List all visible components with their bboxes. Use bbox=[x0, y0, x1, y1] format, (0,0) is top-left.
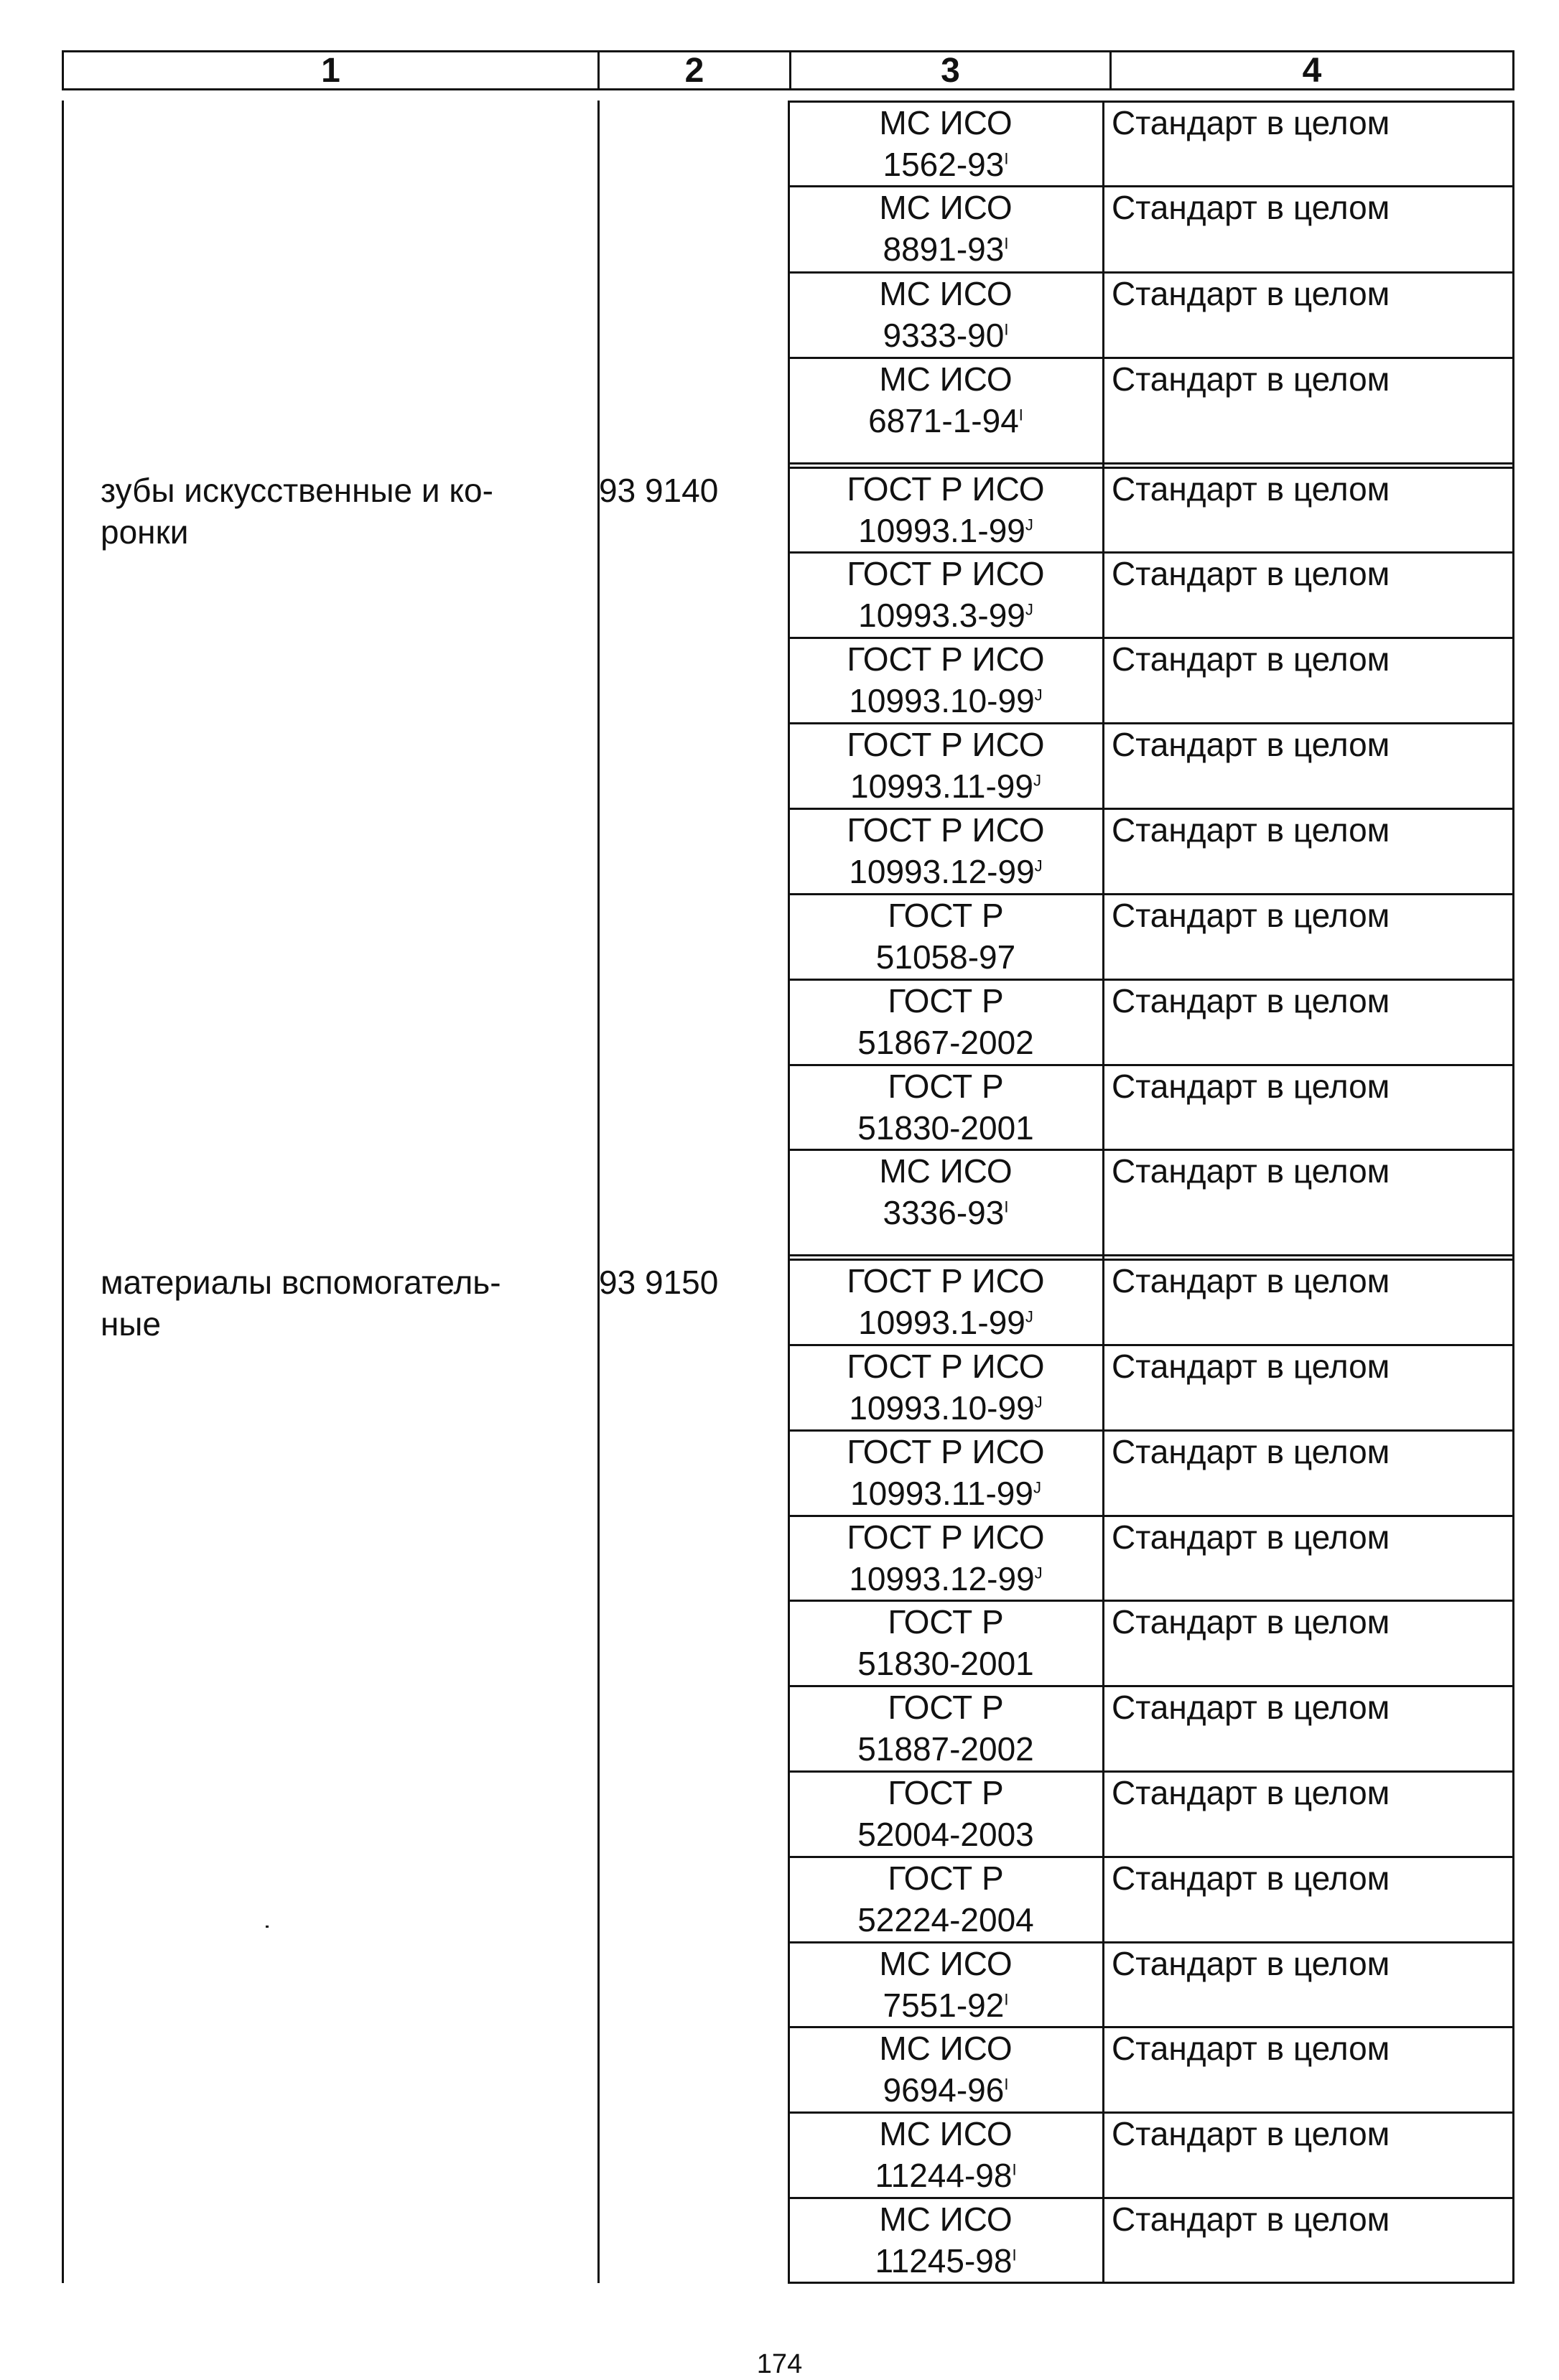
standard-scope: Стандарт в целом bbox=[1112, 2030, 1390, 2067]
standard-designation bbox=[788, 1516, 1104, 1600]
standard-number-line bbox=[788, 228, 1104, 270]
standard-designation bbox=[788, 2198, 1104, 2282]
row-divider bbox=[788, 1064, 1514, 1066]
standard-designation-line: ГОСТ Р ИСО bbox=[847, 555, 1045, 592]
row-divider bbox=[788, 185, 1514, 187]
footnote-mark: J bbox=[1033, 1478, 1041, 1497]
standard-designation bbox=[788, 980, 1104, 1063]
standard-scope: Стандарт в целом bbox=[1112, 1689, 1390, 1726]
standard-scope: Стандарт в целом bbox=[1112, 2115, 1390, 2152]
standard-number-line bbox=[788, 1558, 1104, 1600]
standard-number: 1562-93 bbox=[883, 146, 1005, 183]
standard-designation bbox=[788, 1345, 1104, 1429]
row-divider bbox=[788, 1344, 1514, 1346]
standard-scope: Стандарт в целом bbox=[1112, 982, 1390, 1019]
standard-designation-line: ГОСТ Р ИСО bbox=[847, 640, 1045, 678]
standard-designation bbox=[788, 1772, 1104, 1855]
row-divider bbox=[788, 2197, 1514, 2199]
standard-number-line bbox=[788, 1984, 1104, 2026]
standard-designation-line: ГОСТ Р bbox=[888, 1068, 1004, 1105]
row-divider bbox=[788, 467, 1514, 469]
standard-scope: Стандарт в целом bbox=[1112, 1774, 1390, 1811]
standard-scope: Стандарт в целом bbox=[1112, 1262, 1390, 1299]
standard-number: 51058-97 bbox=[875, 938, 1016, 976]
standard-number-line bbox=[788, 594, 1104, 636]
standard-designation-line: ГОСТ Р ИСО bbox=[847, 811, 1045, 849]
standard-number: 6871-1-94 bbox=[868, 402, 1019, 439]
standard-designation-line: МС ИСО bbox=[879, 1152, 1013, 1190]
footnote-mark: I bbox=[1004, 320, 1009, 339]
row-divider bbox=[788, 979, 1514, 981]
standard-scope: Стандарт в целом bbox=[1112, 470, 1390, 508]
standard-number-line bbox=[788, 851, 1104, 892]
standard-number: 10993.1-99 bbox=[858, 512, 1025, 549]
standard-designation-line: ГОСТ Р bbox=[888, 1603, 1004, 1641]
standard-designation-line: ГОСТ Р ИСО bbox=[847, 1433, 1045, 1470]
row-divider bbox=[788, 1429, 1514, 1432]
standard-designation bbox=[788, 895, 1104, 978]
row-divider bbox=[788, 1941, 1514, 1943]
standard-number: 10993.10-99 bbox=[849, 1389, 1035, 1427]
standard-designation bbox=[788, 553, 1104, 636]
standard-number-line bbox=[788, 1192, 1104, 1233]
standard-scope: Стандарт в целом bbox=[1112, 1859, 1390, 1897]
standard-scope: Стандарт в целом bbox=[1112, 275, 1390, 312]
row-divider bbox=[788, 1856, 1514, 1858]
standard-scope: Стандарт в целом bbox=[1112, 1068, 1390, 1105]
row-divider bbox=[788, 893, 1514, 895]
standard-number: 10993.10-99 bbox=[849, 682, 1035, 719]
standard-designation-line: МС ИСО bbox=[879, 189, 1013, 226]
standard-designation-line: МС ИСО bbox=[879, 2030, 1013, 2067]
footnote-mark: I bbox=[1004, 1198, 1009, 1216]
group-name-line: материалы вспомогатель- bbox=[101, 1264, 501, 1301]
standard-number-line bbox=[788, 1814, 1104, 1855]
standard-number-line bbox=[788, 1387, 1104, 1429]
row-divider bbox=[788, 101, 1514, 103]
footnote-mark: J bbox=[1025, 515, 1033, 534]
standard-designation bbox=[788, 1150, 1104, 1233]
page-number: 174 bbox=[756, 2349, 803, 2379]
standard-number: 10993.12-99 bbox=[849, 1560, 1035, 1597]
standard-designation bbox=[788, 2027, 1104, 2111]
row-divider bbox=[788, 2111, 1514, 2114]
column-border bbox=[62, 101, 64, 2283]
standard-designation bbox=[788, 102, 1104, 185]
standard-scope: Стандарт в целом bbox=[1112, 104, 1390, 141]
standard-number: 51830-2001 bbox=[857, 1645, 1034, 1682]
footnote-mark: J bbox=[1034, 1564, 1043, 1582]
standard-designation-line: МС ИСО bbox=[879, 275, 1013, 312]
standard-number: 3336-93 bbox=[883, 1194, 1005, 1231]
standard-number-line bbox=[788, 1899, 1104, 1941]
standard-number: 10993.1-99 bbox=[858, 1304, 1025, 1341]
header-col-4: 4 bbox=[1109, 50, 1514, 90]
standard-scope: Стандарт в целом bbox=[1112, 1603, 1390, 1641]
standard-designation-line: ГОСТ Р bbox=[888, 897, 1004, 934]
standard-scope: Стандарт в целом bbox=[1112, 726, 1390, 763]
standard-designation-line: ГОСТ Р ИСО bbox=[847, 1518, 1045, 1556]
standard-number-line bbox=[788, 1473, 1104, 1514]
standard-designation bbox=[788, 1431, 1104, 1514]
standard-number-line bbox=[788, 314, 1104, 356]
standard-number-line bbox=[788, 1643, 1104, 1684]
standard-designation-line: ГОСТ Р bbox=[888, 982, 1004, 1019]
standard-designation bbox=[788, 1943, 1104, 2026]
standard-number-line bbox=[788, 1728, 1104, 1770]
row-divider bbox=[788, 1149, 1514, 1151]
group-name-line: зубы искусственные и ко- bbox=[101, 472, 493, 509]
standard-designation bbox=[788, 2113, 1104, 2196]
group-name-teeth bbox=[101, 470, 589, 553]
row-divider bbox=[788, 1515, 1514, 1517]
column-border bbox=[1512, 101, 1514, 2284]
standard-designation-line: МС ИСО bbox=[879, 360, 1013, 398]
footnote-mark: I bbox=[1004, 149, 1009, 168]
group-code-teeth: 93 9140 bbox=[599, 472, 719, 509]
standard-designation bbox=[788, 1260, 1104, 1343]
standard-designation bbox=[788, 638, 1104, 722]
standard-designation bbox=[788, 1686, 1104, 1770]
standard-designation-line: ГОСТ Р ИСО bbox=[847, 726, 1045, 763]
table-header-row bbox=[62, 50, 1514, 93]
standard-designation bbox=[788, 809, 1104, 892]
standard-number: 10993.12-99 bbox=[849, 853, 1035, 890]
standard-number: 52004-2003 bbox=[857, 1816, 1034, 1853]
footnote-mark: I bbox=[1012, 2160, 1017, 2179]
group-divider bbox=[788, 1254, 1514, 1256]
row-divider bbox=[788, 808, 1514, 810]
footnote-mark: J bbox=[1034, 1393, 1043, 1411]
standard-designation-line: ГОСТ Р bbox=[888, 1859, 1004, 1897]
standard-number: 10993.3-99 bbox=[858, 597, 1025, 634]
standard-designation bbox=[788, 1601, 1104, 1684]
standard-designation bbox=[788, 358, 1104, 442]
standard-number: 9333-90 bbox=[883, 317, 1005, 354]
standard-number-line bbox=[788, 1107, 1104, 1149]
group-name-line: ронки bbox=[101, 513, 189, 551]
standard-number: 8891-93 bbox=[883, 230, 1005, 268]
standard-number: 52224-2004 bbox=[857, 1901, 1034, 1938]
row-divider bbox=[788, 271, 1514, 274]
standard-designation-line: ГОСТ Р bbox=[888, 1689, 1004, 1726]
standard-number: 10993.11-99 bbox=[850, 767, 1033, 805]
group-code-auxiliary-materials: 93 9150 bbox=[599, 1264, 719, 1301]
standard-designation bbox=[788, 468, 1104, 551]
standard-designation-line: ГОСТ Р bbox=[888, 1774, 1004, 1811]
row-divider bbox=[788, 1259, 1514, 1261]
standard-number: 9694-96 bbox=[883, 2071, 1005, 2109]
standard-scope: Стандарт в целом bbox=[1112, 1348, 1390, 1385]
standard-designation bbox=[788, 273, 1104, 356]
footnote-mark: I bbox=[1012, 2246, 1017, 2264]
row-divider bbox=[788, 551, 1514, 554]
standard-number: 7551-92 bbox=[883, 1987, 1005, 2024]
group-name-auxiliary-materials bbox=[101, 1261, 589, 1345]
header-col-2: 2 bbox=[597, 50, 791, 90]
column-border bbox=[1102, 101, 1104, 2284]
column-border bbox=[788, 101, 790, 2284]
standard-designation-line: МС ИСО bbox=[879, 104, 1013, 141]
standard-number-line bbox=[788, 510, 1104, 551]
standard-scope: Стандарт в целом bbox=[1112, 1945, 1390, 1982]
standard-designation bbox=[788, 724, 1104, 807]
footnote-mark: J bbox=[1033, 771, 1041, 790]
scan-dot bbox=[266, 1926, 269, 1928]
standard-number: 51887-2002 bbox=[857, 1730, 1034, 1768]
standard-scope: Стандарт в целом bbox=[1112, 811, 1390, 849]
standard-designation-line: МС ИСО bbox=[879, 1945, 1013, 1982]
standard-scope: Стандарт в целом bbox=[1112, 1518, 1390, 1556]
standard-number-line bbox=[788, 400, 1104, 442]
standard-number-line bbox=[788, 2069, 1104, 2111]
standard-scope: Стандарт в целом bbox=[1112, 1152, 1390, 1190]
standard-scope: Стандарт в целом bbox=[1112, 555, 1390, 592]
standard-scope: Стандарт в целом bbox=[1112, 189, 1390, 226]
standard-designation-line: МС ИСО bbox=[879, 2115, 1013, 2152]
standard-number-line bbox=[788, 2155, 1104, 2196]
standard-designation-line: ГОСТ Р ИСО bbox=[847, 470, 1045, 508]
standard-scope: Стандарт в целом bbox=[1112, 360, 1390, 398]
footnote-mark: I bbox=[1018, 406, 1023, 424]
table-bottom-divider bbox=[788, 2282, 1514, 2284]
row-divider bbox=[788, 722, 1514, 724]
group-name-line: ные bbox=[101, 1305, 162, 1343]
header-col-3: 3 bbox=[789, 50, 1112, 90]
header-col-1: 1 bbox=[62, 50, 600, 90]
standard-number: 51830-2001 bbox=[857, 1109, 1034, 1147]
footnote-mark: I bbox=[1004, 2075, 1009, 2094]
standard-scope: Стандарт в целом bbox=[1112, 1433, 1390, 1470]
standard-designation-line: ГОСТ Р ИСО bbox=[847, 1262, 1045, 1299]
footnote-mark: I bbox=[1004, 1990, 1009, 2009]
standard-number: 11245-98 bbox=[875, 2242, 1013, 2279]
row-divider bbox=[788, 1770, 1514, 1773]
row-divider bbox=[788, 1600, 1514, 1602]
standard-number-line bbox=[788, 1302, 1104, 1343]
standard-designation bbox=[788, 1857, 1104, 1941]
row-divider bbox=[788, 357, 1514, 359]
footnote-mark: J bbox=[1025, 600, 1033, 619]
standard-number: 10993.11-99 bbox=[850, 1475, 1033, 1512]
footnote-mark: I bbox=[1004, 234, 1009, 253]
row-divider bbox=[788, 2026, 1514, 2028]
row-divider bbox=[788, 1685, 1514, 1687]
standard-number: 11244-98 bbox=[875, 2157, 1013, 2194]
group-divider bbox=[788, 462, 1514, 465]
standard-scope: Стандарт в целом bbox=[1112, 897, 1390, 934]
standard-designation bbox=[788, 1065, 1104, 1149]
standard-number-line bbox=[788, 144, 1104, 185]
standard-number-line bbox=[788, 765, 1104, 807]
row-divider bbox=[788, 637, 1514, 639]
standard-number-line bbox=[788, 936, 1104, 978]
standard-number-line bbox=[788, 680, 1104, 722]
standard-designation-line: ГОСТ Р ИСО bbox=[847, 1348, 1045, 1385]
column-border bbox=[597, 101, 600, 2283]
standard-designation bbox=[788, 187, 1104, 270]
standard-scope: Стандарт в целом bbox=[1112, 640, 1390, 678]
footnote-mark: J bbox=[1034, 686, 1043, 704]
standard-designation-line: МС ИСО bbox=[879, 2201, 1013, 2238]
standard-number-line bbox=[788, 1022, 1104, 1063]
standard-scope: Стандарт в целом bbox=[1112, 2201, 1390, 2238]
standard-number: 51867-2002 bbox=[857, 1024, 1034, 1061]
footnote-mark: J bbox=[1034, 857, 1043, 875]
footnote-mark: J bbox=[1025, 1307, 1033, 1326]
standard-number-line bbox=[788, 2240, 1104, 2282]
